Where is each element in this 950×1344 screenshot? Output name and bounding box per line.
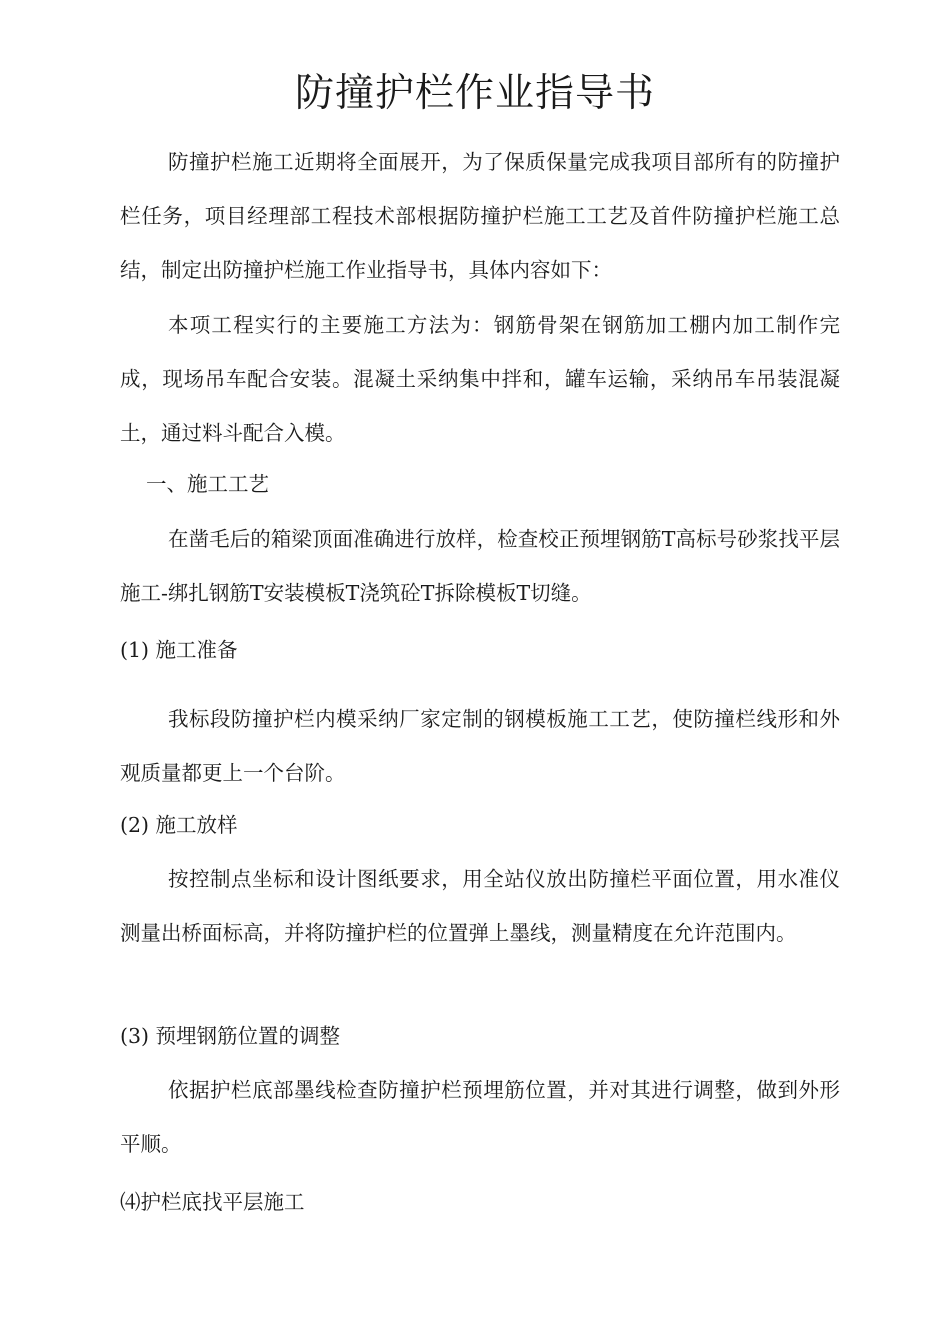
step-heading-leveling-layer: ⑷护栏底找平层施工: [120, 1190, 305, 1214]
layout-paragraph: 按控制点坐标和设计图纸要求，用全站仪放出防撞栏平面位置，用水准仪测量出桥面标高，并将防撞护栏的位置弹上墨线，测量精度在允许范围内。: [120, 867, 840, 945]
document-title: 防撞护栏作业指导书: [294, 71, 655, 116]
method-paragraph: 本项工程实行的主要施工方法为：钢筋骨架在钢筋加工棚内加工制作完成，现场吊车配合安装。混凝土采纳集中拌和，罐车运输，采纳吊车吊装混凝土，通过料斗配合入模。: [120, 313, 840, 445]
process-paragraph: 在凿毛后的箱梁顶面准确进行放样，检查校正预埋钢筋T高标号砂浆找平层施工-绑扎钢筋T安装模板T浇筑砼T拆除模板T切缝。: [120, 527, 840, 605]
step-heading-layout: (2) 施工放样: [120, 813, 238, 837]
intro-paragraph: 防撞护栏施工近期将全面展开，为了保质保量完成我项目部所有的防撞护栏任务，项目经理部工程技术部根据防撞护栏施工工艺及首件防撞护栏施工总结，制定出防撞护栏施工作业指导书，具体内容如下：: [120, 150, 840, 282]
section-heading-process: 一、施工工艺: [146, 472, 269, 496]
step-heading-preparation: (1) 施工准备: [120, 638, 238, 662]
step-heading-rebar-adjustment: (3) 预埋钢筋位置的调整: [120, 1024, 341, 1048]
preparation-paragraph: 我标段防撞护栏内模采纳厂家定制的钢模板施工工艺，使防撞栏线形和外观质量都更上一个台阶。: [120, 707, 840, 785]
rebar-adjustment-paragraph: 依据护栏底部墨线检查防撞护栏预埋筋位置，并对其进行调整，做到外形平顺。: [120, 1078, 840, 1156]
